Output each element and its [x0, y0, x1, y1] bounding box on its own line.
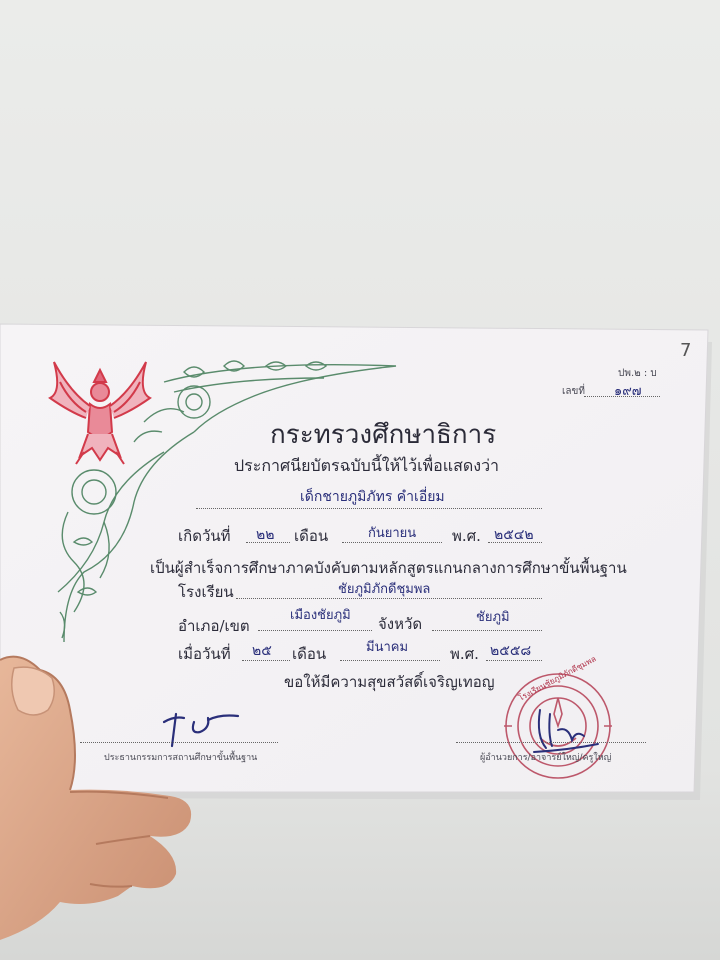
recipient-line [196, 508, 542, 509]
number-value: ๑๙๗ [614, 384, 642, 399]
declaration-text: ประกาศนียบัตรฉบับนี้ให้ไว้เพื่อแสดงว่า [234, 456, 500, 475]
born-day: ๒๒ [256, 527, 275, 543]
number-label: เลขที่ [562, 386, 585, 397]
issued-day: ๒๕ [252, 643, 272, 659]
district-label: อำเภอ/เขต [178, 617, 250, 635]
issued-month: มีนาคม [366, 640, 409, 655]
completion-text: เป็นผู้สำเร็จการศึกษาภาคบังคับตามหลักสูตรแกนกลางการศึกษาขั้นพื้นฐาน [150, 559, 627, 577]
school-value: ชัยภูมิภักดีชุมพล [338, 582, 431, 597]
born-year-label: พ.ศ. [452, 527, 481, 545]
corner-mark: 7 [680, 340, 692, 361]
issued-month-line [340, 660, 440, 661]
issued-year-label: พ.ศ. [450, 645, 479, 663]
province-value: ชัยภูมิ [476, 610, 510, 625]
seal-text: โรงเรียนชัยภูมิภักดีชุมพล [516, 654, 598, 703]
issued-month-label: เดือน [292, 645, 327, 663]
born-month: กันยายน [368, 526, 417, 541]
province-line [432, 630, 542, 631]
ministry-title: กระทรวงศึกษาธิการ [270, 420, 497, 450]
form-code: ปพ.๒ : บ [618, 368, 657, 379]
blessing-text: ขอให้มีความสุขสวัสดิ์เจริญเทอญ [284, 673, 495, 691]
district-line [258, 630, 372, 631]
born-year: ๒๕๔๒ [494, 527, 534, 543]
right-signer-title: ผู้อำนวยการ/อาจารย์ใหญ่/ครูใหญ่ [480, 753, 612, 763]
issued-label: เมื่อวันที่ [178, 645, 231, 663]
left-signer-title: ประธานกรรมการสถานศึกษาขั้นพื้นฐาน [104, 753, 258, 763]
school-label: โรงเรียน [178, 583, 234, 601]
right-signature-line [456, 742, 646, 743]
recipient-name: เด็กชายภูมิภัทร คำเอี่ยม [300, 489, 445, 505]
hand-photo [0, 640, 220, 960]
district-value: เมืองชัยภูมิ [290, 608, 351, 623]
born-month-label: เดือน [294, 527, 329, 545]
province-label: จังหวัด [378, 615, 423, 633]
issued-year: ๒๕๕๘ [490, 643, 532, 659]
born-label: เกิดวันที่ [178, 527, 231, 545]
